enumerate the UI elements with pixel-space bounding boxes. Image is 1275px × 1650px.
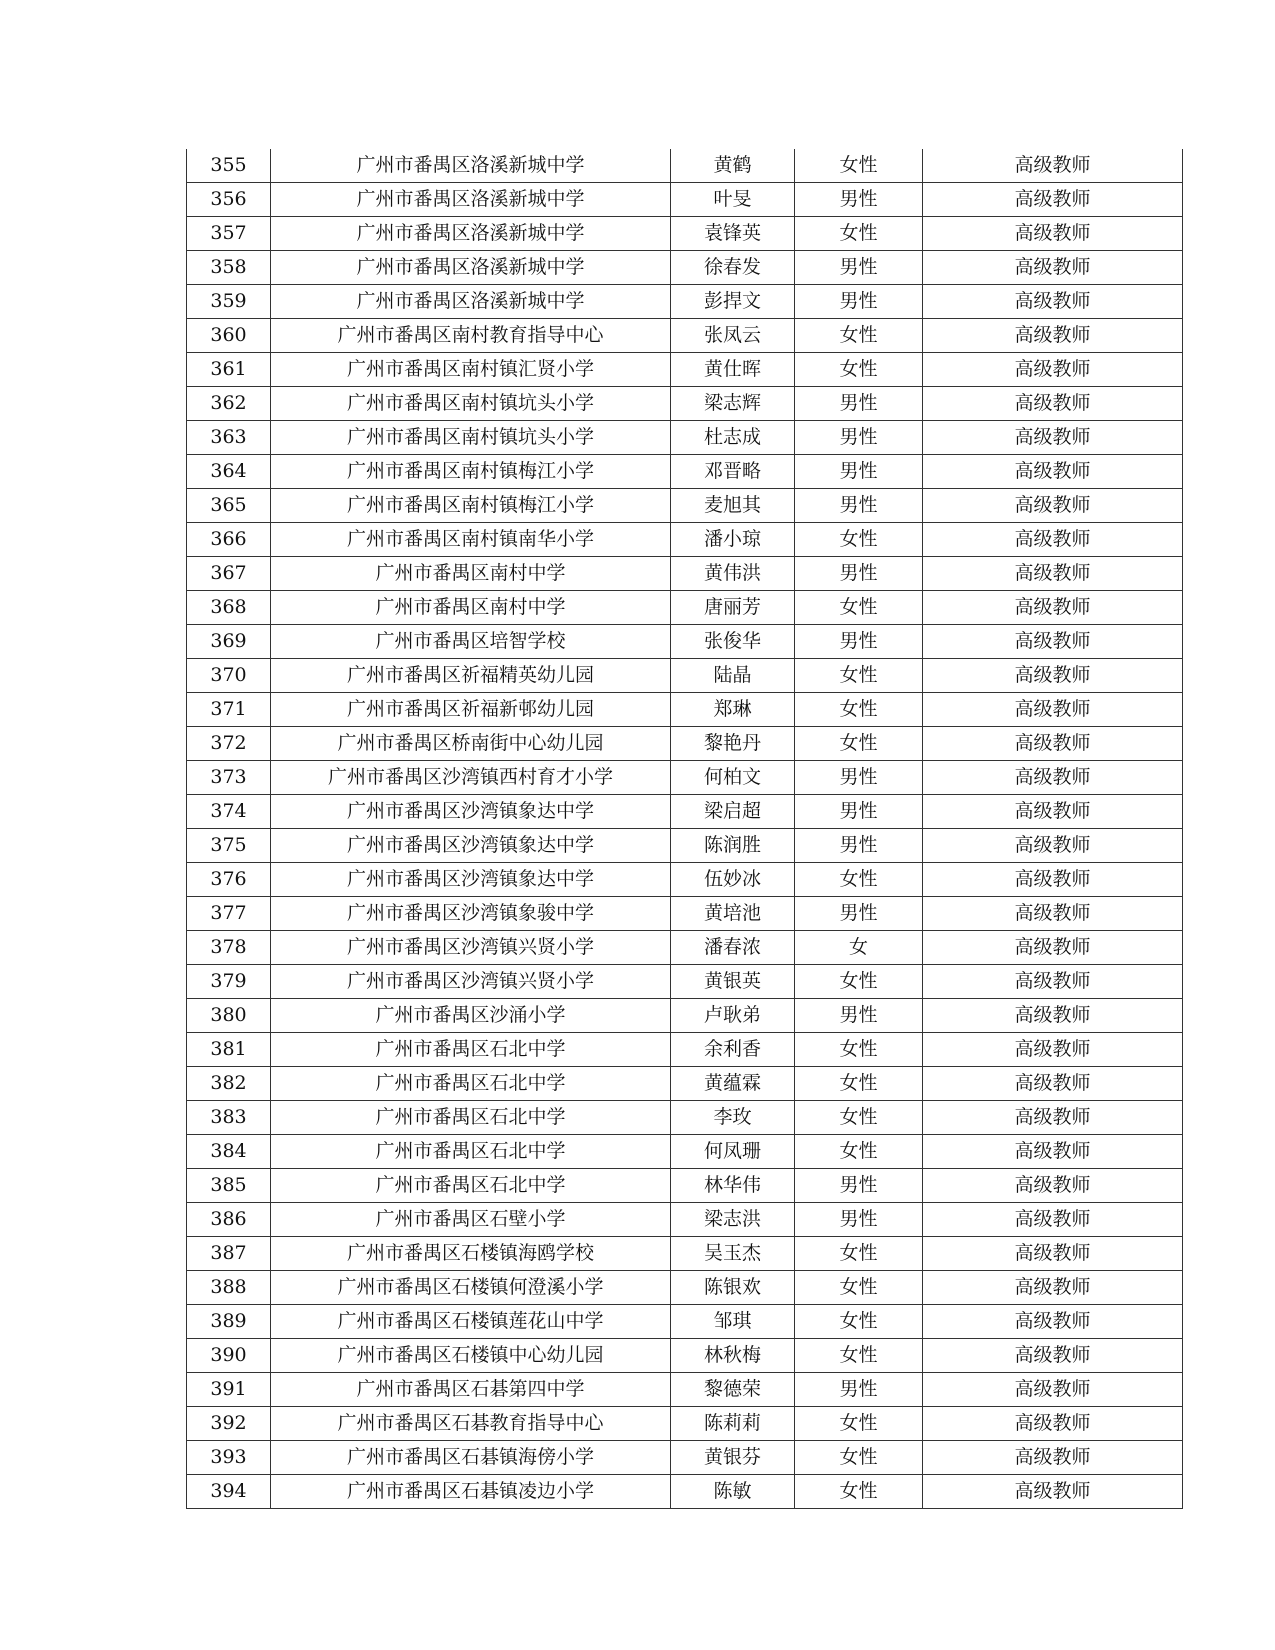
title-cell: 高级教师 [923, 1203, 1183, 1237]
school-cell: 广州市番禺区南村中学 [271, 591, 671, 625]
title-cell: 高级教师 [923, 1067, 1183, 1101]
gender-cell: 女性 [795, 1475, 923, 1509]
table-row [187, 829, 1183, 863]
name-cell: 邓晋略 [671, 455, 795, 489]
table-row [187, 319, 1183, 353]
row-number-cell: 375 [187, 829, 271, 863]
title-cell: 高级教师 [923, 1135, 1183, 1169]
school-cell: 广州市番禺区洛溪新城中学 [271, 183, 671, 217]
gender-cell: 男性 [795, 829, 923, 863]
table-row [187, 795, 1183, 829]
school-cell: 广州市番禺区石碁教育指导中心 [271, 1407, 671, 1441]
gender-cell: 男性 [795, 795, 923, 829]
title-cell: 高级教师 [923, 693, 1183, 727]
table-row [187, 1237, 1183, 1271]
name-cell: 张俊华 [671, 625, 795, 659]
school-cell: 广州市番禺区南村镇南华小学 [271, 523, 671, 557]
table-row [187, 659, 1183, 693]
title-cell: 高级教师 [923, 387, 1183, 421]
name-cell: 黄培池 [671, 897, 795, 931]
gender-cell: 女性 [795, 693, 923, 727]
title-cell: 高级教师 [923, 965, 1183, 999]
gender-cell: 男性 [795, 625, 923, 659]
name-cell: 黄鹤 [671, 149, 795, 183]
school-cell: 广州市番禺区石碁镇海傍小学 [271, 1441, 671, 1475]
gender-cell: 女性 [795, 353, 923, 387]
name-cell: 彭捍文 [671, 285, 795, 319]
row-number-cell: 391 [187, 1373, 271, 1407]
title-cell: 高级教师 [923, 251, 1183, 285]
table-row [187, 1067, 1183, 1101]
school-cell: 广州市番禺区石楼镇中心幼儿园 [271, 1339, 671, 1373]
table-row [187, 1407, 1183, 1441]
table-row [187, 727, 1183, 761]
title-cell: 高级教师 [923, 557, 1183, 591]
table-row [187, 455, 1183, 489]
name-cell: 梁志辉 [671, 387, 795, 421]
table-body [187, 149, 1183, 1509]
name-cell: 林秋梅 [671, 1339, 795, 1373]
name-cell: 徐春发 [671, 251, 795, 285]
row-number-cell: 378 [187, 931, 271, 965]
name-cell: 陈莉莉 [671, 1407, 795, 1441]
table-row [187, 1271, 1183, 1305]
row-number-cell: 382 [187, 1067, 271, 1101]
title-cell: 高级教师 [923, 217, 1183, 251]
row-number-cell: 385 [187, 1169, 271, 1203]
gender-cell: 男性 [795, 897, 923, 931]
title-cell: 高级教师 [923, 1441, 1183, 1475]
school-cell: 广州市番禺区沙湾镇象达中学 [271, 863, 671, 897]
title-cell: 高级教师 [923, 149, 1183, 183]
name-cell: 黄仕晖 [671, 353, 795, 387]
name-cell: 潘春浓 [671, 931, 795, 965]
row-number-cell: 374 [187, 795, 271, 829]
title-cell: 高级教师 [923, 1475, 1183, 1509]
gender-cell: 男性 [795, 1373, 923, 1407]
school-cell: 广州市番禺区祈福新邨幼儿园 [271, 693, 671, 727]
table-row [187, 999, 1183, 1033]
table-row [187, 285, 1183, 319]
table-row [187, 1203, 1183, 1237]
gender-cell: 男性 [795, 489, 923, 523]
name-cell: 李玫 [671, 1101, 795, 1135]
gender-cell: 女性 [795, 1033, 923, 1067]
school-cell: 广州市番禺区沙湾镇兴贤小学 [271, 931, 671, 965]
row-number-cell: 376 [187, 863, 271, 897]
school-cell: 广州市番禺区沙湾镇象骏中学 [271, 897, 671, 931]
title-cell: 高级教师 [923, 489, 1183, 523]
name-cell: 麦旭其 [671, 489, 795, 523]
school-cell: 广州市番禺区石壁小学 [271, 1203, 671, 1237]
title-cell: 高级教师 [923, 591, 1183, 625]
title-cell: 高级教师 [923, 523, 1183, 557]
row-number-cell: 383 [187, 1101, 271, 1135]
gender-cell: 男性 [795, 1203, 923, 1237]
school-cell: 广州市番禺区洛溪新城中学 [271, 285, 671, 319]
name-cell: 邹琪 [671, 1305, 795, 1339]
table-row [187, 523, 1183, 557]
title-cell: 高级教师 [923, 863, 1183, 897]
name-cell: 张凤云 [671, 319, 795, 353]
name-cell: 林华伟 [671, 1169, 795, 1203]
gender-cell: 女性 [795, 1271, 923, 1305]
gender-cell: 男性 [795, 251, 923, 285]
name-cell: 袁锋英 [671, 217, 795, 251]
row-number-cell: 392 [187, 1407, 271, 1441]
gender-cell: 女性 [795, 659, 923, 693]
table-row [187, 1101, 1183, 1135]
row-number-cell: 369 [187, 625, 271, 659]
row-number-cell: 384 [187, 1135, 271, 1169]
title-cell: 高级教师 [923, 829, 1183, 863]
gender-cell: 女性 [795, 1135, 923, 1169]
row-number-cell: 363 [187, 421, 271, 455]
table-row [187, 183, 1183, 217]
gender-cell: 男性 [795, 421, 923, 455]
table-row [187, 353, 1183, 387]
title-cell: 高级教师 [923, 1305, 1183, 1339]
name-cell: 黄银英 [671, 965, 795, 999]
gender-cell: 男性 [795, 387, 923, 421]
gender-cell: 女性 [795, 1067, 923, 1101]
school-cell: 广州市番禺区南村中学 [271, 557, 671, 591]
school-cell: 广州市番禺区培智学校 [271, 625, 671, 659]
gender-cell: 女 [795, 931, 923, 965]
table-row [187, 625, 1183, 659]
row-number-cell: 364 [187, 455, 271, 489]
school-cell: 广州市番禺区沙湾镇象达中学 [271, 795, 671, 829]
row-number-cell: 357 [187, 217, 271, 251]
school-cell: 广州市番禺区南村镇梅江小学 [271, 489, 671, 523]
gender-cell: 男性 [795, 285, 923, 319]
title-cell: 高级教师 [923, 795, 1183, 829]
school-cell: 广州市番禺区石楼镇海鸥学校 [271, 1237, 671, 1271]
name-cell: 郑琳 [671, 693, 795, 727]
gender-cell: 女性 [795, 149, 923, 183]
title-cell: 高级教师 [923, 1271, 1183, 1305]
gender-cell: 女性 [795, 319, 923, 353]
gender-cell: 女性 [795, 1101, 923, 1135]
name-cell: 陆晶 [671, 659, 795, 693]
document-page [186, 149, 1182, 1509]
school-cell: 广州市番禺区洛溪新城中学 [271, 149, 671, 183]
table-row [187, 1135, 1183, 1169]
school-cell: 广州市番禺区南村镇汇贤小学 [271, 353, 671, 387]
row-number-cell: 368 [187, 591, 271, 625]
table-row [187, 421, 1183, 455]
gender-cell: 女性 [795, 523, 923, 557]
school-cell: 广州市番禺区南村教育指导中心 [271, 319, 671, 353]
table-row [187, 965, 1183, 999]
gender-cell: 女性 [795, 1339, 923, 1373]
title-cell: 高级教师 [923, 1169, 1183, 1203]
name-cell: 陈银欢 [671, 1271, 795, 1305]
row-number-cell: 360 [187, 319, 271, 353]
title-cell: 高级教师 [923, 659, 1183, 693]
title-cell: 高级教师 [923, 761, 1183, 795]
row-number-cell: 372 [187, 727, 271, 761]
name-cell: 伍妙冰 [671, 863, 795, 897]
school-cell: 广州市番禺区南村镇梅江小学 [271, 455, 671, 489]
gender-cell: 男性 [795, 183, 923, 217]
title-cell: 高级教师 [923, 353, 1183, 387]
school-cell: 广州市番禺区南村镇坑头小学 [271, 421, 671, 455]
school-cell: 广州市番禺区石碁第四中学 [271, 1373, 671, 1407]
row-number-cell: 389 [187, 1305, 271, 1339]
name-cell: 叶旻 [671, 183, 795, 217]
name-cell: 梁志洪 [671, 1203, 795, 1237]
row-number-cell: 388 [187, 1271, 271, 1305]
gender-cell: 男性 [795, 999, 923, 1033]
gender-cell: 男性 [795, 455, 923, 489]
gender-cell: 女性 [795, 591, 923, 625]
title-cell: 高级教师 [923, 1033, 1183, 1067]
name-cell: 黄伟洪 [671, 557, 795, 591]
title-cell: 高级教师 [923, 1237, 1183, 1271]
school-cell: 广州市番禺区石北中学 [271, 1101, 671, 1135]
name-cell: 陈敏 [671, 1475, 795, 1509]
table-row [187, 217, 1183, 251]
table-row [187, 863, 1183, 897]
school-cell: 广州市番禺区桥南街中心幼儿园 [271, 727, 671, 761]
title-cell: 高级教师 [923, 319, 1183, 353]
title-cell: 高级教师 [923, 727, 1183, 761]
table-row [187, 1305, 1183, 1339]
gender-cell: 女性 [795, 727, 923, 761]
school-cell: 广州市番禺区石北中学 [271, 1169, 671, 1203]
table-row [187, 1475, 1183, 1509]
gender-cell: 女性 [795, 1237, 923, 1271]
row-number-cell: 365 [187, 489, 271, 523]
row-number-cell: 358 [187, 251, 271, 285]
row-number-cell: 359 [187, 285, 271, 319]
gender-cell: 男性 [795, 557, 923, 591]
table-row [187, 557, 1183, 591]
row-number-cell: 356 [187, 183, 271, 217]
table-row [187, 149, 1183, 183]
row-number-cell: 377 [187, 897, 271, 931]
row-number-cell: 386 [187, 1203, 271, 1237]
gender-cell: 女性 [795, 965, 923, 999]
row-number-cell: 381 [187, 1033, 271, 1067]
title-cell: 高级教师 [923, 1373, 1183, 1407]
row-number-cell: 373 [187, 761, 271, 795]
school-cell: 广州市番禺区洛溪新城中学 [271, 251, 671, 285]
table-row [187, 693, 1183, 727]
row-number-cell: 366 [187, 523, 271, 557]
table-row [187, 1441, 1183, 1475]
name-cell: 黎艳丹 [671, 727, 795, 761]
school-cell: 广州市番禺区石北中学 [271, 1067, 671, 1101]
name-cell: 何柏文 [671, 761, 795, 795]
title-cell: 高级教师 [923, 1407, 1183, 1441]
row-number-cell: 379 [187, 965, 271, 999]
name-cell: 杜志成 [671, 421, 795, 455]
name-cell: 潘小琼 [671, 523, 795, 557]
gender-cell: 女性 [795, 1441, 923, 1475]
school-cell: 广州市番禺区南村镇坑头小学 [271, 387, 671, 421]
name-cell: 陈润胜 [671, 829, 795, 863]
name-cell: 梁启超 [671, 795, 795, 829]
title-cell: 高级教师 [923, 999, 1183, 1033]
title-cell: 高级教师 [923, 625, 1183, 659]
school-cell: 广州市番禺区石北中学 [271, 1135, 671, 1169]
title-cell: 高级教师 [923, 1339, 1183, 1373]
gender-cell: 女性 [795, 1407, 923, 1441]
table-row [187, 387, 1183, 421]
row-number-cell: 394 [187, 1475, 271, 1509]
title-cell: 高级教师 [923, 1101, 1183, 1135]
name-cell: 黄银芬 [671, 1441, 795, 1475]
row-number-cell: 387 [187, 1237, 271, 1271]
table-row [187, 251, 1183, 285]
school-cell: 广州市番禺区沙湾镇象达中学 [271, 829, 671, 863]
row-number-cell: 370 [187, 659, 271, 693]
name-cell: 吴玉杰 [671, 1237, 795, 1271]
table-row [187, 591, 1183, 625]
table-row [187, 1373, 1183, 1407]
table-row [187, 1339, 1183, 1373]
row-number-cell: 362 [187, 387, 271, 421]
title-cell: 高级教师 [923, 897, 1183, 931]
teacher-list-table [186, 149, 1183, 1509]
school-cell: 广州市番禺区石楼镇何澄溪小学 [271, 1271, 671, 1305]
table-row [187, 897, 1183, 931]
table-row [187, 1033, 1183, 1067]
title-cell: 高级教师 [923, 183, 1183, 217]
name-cell: 何凤珊 [671, 1135, 795, 1169]
row-number-cell: 355 [187, 149, 271, 183]
school-cell: 广州市番禺区石楼镇莲花山中学 [271, 1305, 671, 1339]
name-cell: 余利香 [671, 1033, 795, 1067]
table-row [187, 931, 1183, 965]
row-number-cell: 367 [187, 557, 271, 591]
school-cell: 广州市番禺区洛溪新城中学 [271, 217, 671, 251]
row-number-cell: 361 [187, 353, 271, 387]
gender-cell: 女性 [795, 217, 923, 251]
name-cell: 黎德荣 [671, 1373, 795, 1407]
row-number-cell: 380 [187, 999, 271, 1033]
school-cell: 广州市番禺区祈福精英幼儿园 [271, 659, 671, 693]
gender-cell: 女性 [795, 1305, 923, 1339]
title-cell: 高级教师 [923, 285, 1183, 319]
gender-cell: 女性 [795, 863, 923, 897]
name-cell: 唐丽芳 [671, 591, 795, 625]
name-cell: 卢耿弟 [671, 999, 795, 1033]
school-cell: 广州市番禺区石碁镇凌边小学 [271, 1475, 671, 1509]
school-cell: 广州市番禺区沙涌小学 [271, 999, 671, 1033]
gender-cell: 男性 [795, 761, 923, 795]
school-cell: 广州市番禺区石北中学 [271, 1033, 671, 1067]
table-row [187, 489, 1183, 523]
row-number-cell: 371 [187, 693, 271, 727]
row-number-cell: 393 [187, 1441, 271, 1475]
title-cell: 高级教师 [923, 421, 1183, 455]
school-cell: 广州市番禺区沙湾镇西村育才小学 [271, 761, 671, 795]
table-row [187, 761, 1183, 795]
title-cell: 高级教师 [923, 931, 1183, 965]
title-cell: 高级教师 [923, 455, 1183, 489]
table-row [187, 1169, 1183, 1203]
school-cell: 广州市番禺区沙湾镇兴贤小学 [271, 965, 671, 999]
row-number-cell: 390 [187, 1339, 271, 1373]
gender-cell: 男性 [795, 1169, 923, 1203]
name-cell: 黄蕴霖 [671, 1067, 795, 1101]
